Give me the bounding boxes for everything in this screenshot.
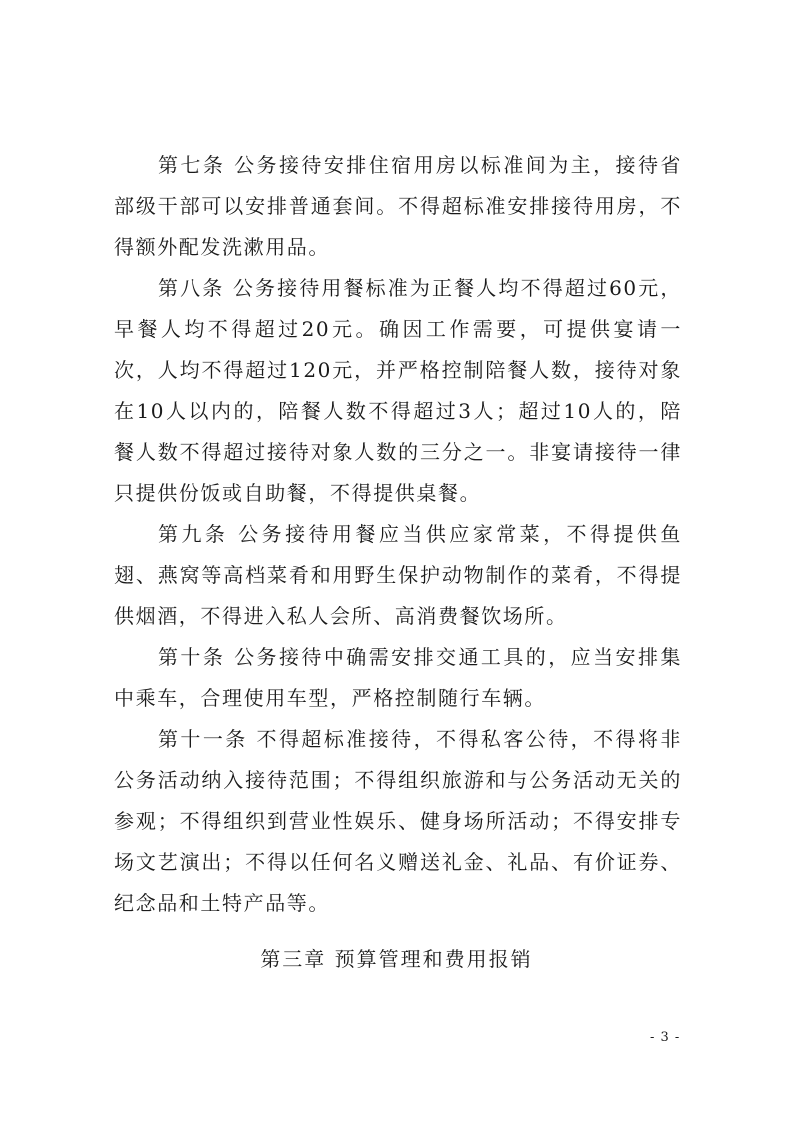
article-11-paragraph: 第十一条 不得超标准接待，不得私客公待，不得将非公务活动纳入接待范围；不得组织旅游和与公务活动无关的参观；不得组织到营业性娱乐、健身场所活动；不得安排专场文艺演出；不得以任何名义赠送礼金、礼品、有价证券、纪念品和土特产品等。 — [114, 727, 682, 915]
page-number: - 3 - — [650, 1030, 681, 1045]
article-10-paragraph: 第十条 公务接待中确需安排交通工具的，应当安排集中乘车，合理使用车型，严格控制随行车辆。 — [114, 645, 682, 710]
article-9-paragraph: 第九条 公务接待用餐应当供应家常菜，不得提供鱼翅、燕窝等高档菜肴和用野生保护动物制作的菜肴，不得提供烟酒，不得进入私人会所、高消费餐饮场所。 — [114, 522, 682, 628]
article-7-paragraph: 第七条 公务接待安排住宿用房以标准间为主，接待省部级干部可以安排普通套间。不得超标准安排接待用房，不得额外配发洗漱用品。 — [114, 153, 682, 259]
chapter-heading: 第三章 预算管理和费用报销 — [260, 947, 533, 971]
article-8-paragraph: 第八条 公务接待用餐标准为正餐人均不得超过60元，早餐人均不得超过20元。确因工作需要，可提供宴请一次，人均不得超过120元，并严格控制陪餐人数，接待对象在10人以内的，陪餐人数不得超过3人；超过10人的，陪餐人数不得超过接待对象人数的三分之一。非宴请接待一律只提供份饭或自助餐，不得提供桌餐。 — [114, 276, 682, 505]
body-text — [114, 145, 682, 924]
